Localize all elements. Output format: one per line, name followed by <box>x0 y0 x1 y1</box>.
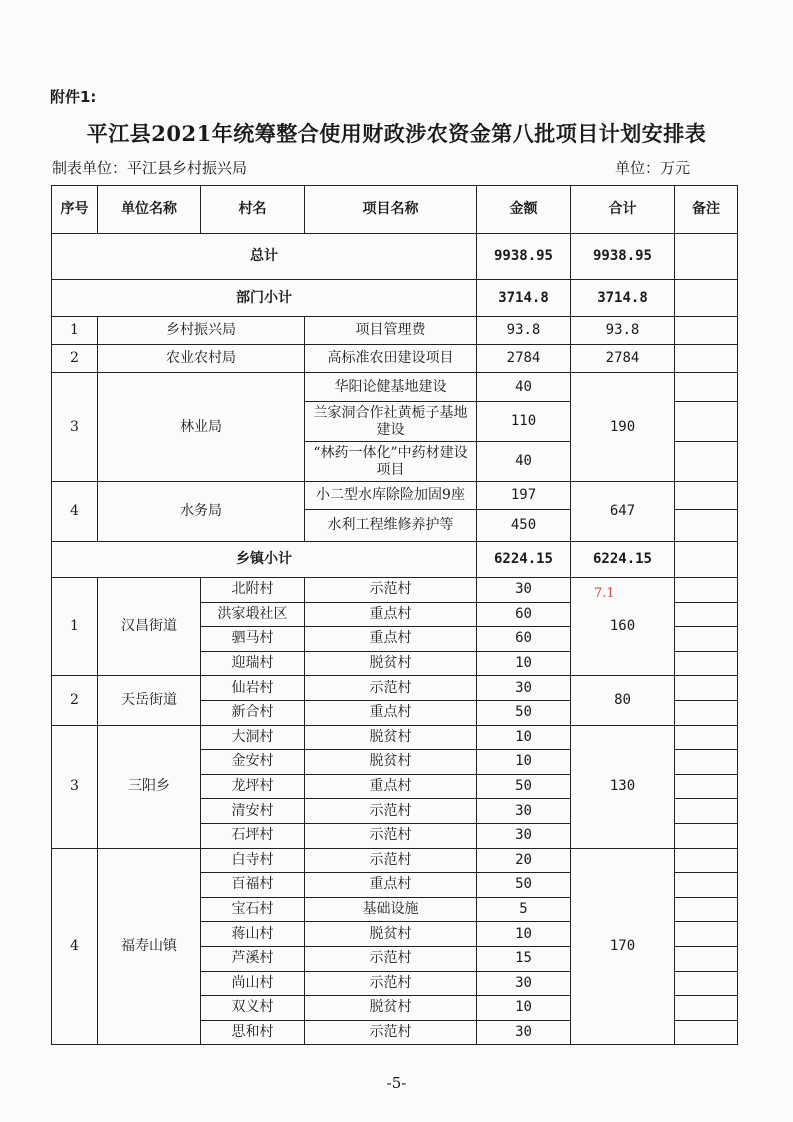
header-row <box>52 186 738 234</box>
row-unit: 林业局 <box>98 373 305 482</box>
row-project: 重点村 <box>305 627 477 652</box>
row-project: 项目管理费 <box>305 317 477 345</box>
row-amount: 93.8 <box>477 317 571 345</box>
row-remark <box>675 971 738 996</box>
row-remark <box>675 442 738 482</box>
row-amount: 10 <box>477 996 571 1021</box>
row-remark <box>675 373 738 402</box>
row-project: 华阳论健基地建设 <box>305 373 477 402</box>
row-sum: 160 <box>571 578 675 676</box>
row-remark <box>675 848 738 873</box>
row-amount: 5 <box>477 897 571 922</box>
dept-subtotal-label: 部门小计 <box>52 280 477 317</box>
row-remark <box>675 996 738 1021</box>
row-village: 石坪村 <box>201 823 305 848</box>
row-amount: 50 <box>477 873 571 898</box>
row-unit: 福寿山镇 <box>98 848 201 1045</box>
row-remark <box>675 897 738 922</box>
row-remark <box>675 402 738 442</box>
row-remark <box>675 676 738 701</box>
row-sum: 647 <box>571 482 675 542</box>
row-unit: 汉昌街道 <box>98 578 201 676</box>
table-row <box>52 848 738 873</box>
row-amount: 30 <box>477 799 571 824</box>
handwritten-annotation: 7.1 <box>594 586 615 601</box>
row-sum: 93.8 <box>571 317 675 345</box>
dept-subtotal-remark <box>675 280 738 317</box>
row-amount: 15 <box>477 946 571 971</box>
row-amount: 50 <box>477 700 571 725</box>
row-village: 迎瑞村 <box>201 651 305 676</box>
row-remark <box>675 774 738 799</box>
row-project: 小二型水库除险加固9座 <box>305 482 477 510</box>
col-header: 单位名称 <box>98 186 201 234</box>
row-remark <box>675 627 738 652</box>
row-amount: 20 <box>477 848 571 873</box>
table-row <box>52 482 738 510</box>
dept-subtotal-sum: 3714.8 <box>571 280 675 317</box>
row-project: 重点村 <box>305 873 477 898</box>
row-project: 重点村 <box>305 602 477 627</box>
row-amount: 10 <box>477 750 571 775</box>
row-unit: 天岳街道 <box>98 676 201 725</box>
page-number: -5- <box>386 1074 407 1092</box>
row-project: 示范村 <box>305 971 477 996</box>
col-header: 序号 <box>52 186 98 234</box>
table-row <box>52 676 738 701</box>
row-unit: 乡村振兴局 <box>98 317 305 345</box>
dept-subtotal-row <box>52 280 738 317</box>
col-header: 备注 <box>675 186 738 234</box>
row-amount: 30 <box>477 676 571 701</box>
col-header: 金额 <box>477 186 571 234</box>
row-project: 脱贫村 <box>305 750 477 775</box>
row-village: 尚山村 <box>201 971 305 996</box>
row-no: 3 <box>52 725 98 848</box>
row-village: 蒋山村 <box>201 922 305 947</box>
row-remark <box>675 345 738 373</box>
row-remark <box>675 873 738 898</box>
row-amount: 2784 <box>477 345 571 373</box>
row-amount: 10 <box>477 922 571 947</box>
row-remark <box>675 946 738 971</box>
row-remark <box>675 823 738 848</box>
total-remark <box>675 234 738 280</box>
row-amount: 60 <box>477 627 571 652</box>
row-sum: 170 <box>571 848 675 1045</box>
row-amount: 197 <box>477 482 571 510</box>
total-amount: 9938.95 <box>477 234 571 280</box>
row-village: 清安村 <box>201 799 305 824</box>
row-remark <box>675 602 738 627</box>
row-project: 兰家洞合作社黄栀子基地建设 <box>305 402 477 442</box>
row-project: 脱贫村 <box>305 996 477 1021</box>
row-village: 百福村 <box>201 873 305 898</box>
maker-unit: 制表单位：平江县乡村振兴局 <box>52 159 248 177</box>
table-row <box>52 578 738 603</box>
row-village: 芦溪村 <box>201 946 305 971</box>
row-unit: 三阳乡 <box>98 725 201 848</box>
row-no: 2 <box>52 345 98 373</box>
row-project: 水利工程维修养护等 <box>305 510 477 542</box>
row-project: 重点村 <box>305 700 477 725</box>
row-no: 1 <box>52 578 98 676</box>
row-no: 2 <box>52 676 98 725</box>
currency-unit: 单位：万元 <box>615 159 691 177</box>
row-village: 洪家塅社区 <box>201 602 305 627</box>
row-project: 脱贫村 <box>305 725 477 750</box>
row-project: “林药一体化”中药材建设项目 <box>305 442 477 482</box>
col-header: 合计 <box>571 186 675 234</box>
row-project: 脱贫村 <box>305 651 477 676</box>
row-village: 大洞村 <box>201 725 305 750</box>
row-amount: 50 <box>477 774 571 799</box>
row-sum: 130 <box>571 725 675 848</box>
row-village: 龙坪村 <box>201 774 305 799</box>
row-amount: 30 <box>477 578 571 603</box>
row-project: 高标准农田建设项目 <box>305 345 477 373</box>
row-amount: 40 <box>477 373 571 402</box>
table-row <box>52 725 738 750</box>
row-amount: 110 <box>477 402 571 442</box>
row-amount: 30 <box>477 1020 571 1045</box>
row-project: 示范村 <box>305 578 477 603</box>
row-amount: 450 <box>477 510 571 542</box>
row-unit: 农业农村局 <box>98 345 305 373</box>
row-amount: 10 <box>477 651 571 676</box>
row-village: 驷马村 <box>201 627 305 652</box>
row-project: 示范村 <box>305 946 477 971</box>
town-subtotal-label: 乡镇小计 <box>52 542 477 578</box>
row-project: 脱贫村 <box>305 922 477 947</box>
row-project: 基础设施 <box>305 897 477 922</box>
row-remark <box>675 725 738 750</box>
total-label: 总计 <box>52 234 477 280</box>
table-row <box>52 317 738 345</box>
dept-subtotal-amount: 3714.8 <box>477 280 571 317</box>
row-no: 1 <box>52 317 98 345</box>
row-amount: 10 <box>477 725 571 750</box>
row-project: 示范村 <box>305 1020 477 1045</box>
row-remark <box>675 922 738 947</box>
town-subtotal-remark <box>675 542 738 578</box>
row-village: 新合村 <box>201 700 305 725</box>
total-sum: 9938.95 <box>571 234 675 280</box>
row-village: 白寺村 <box>201 848 305 873</box>
row-remark <box>675 578 738 603</box>
row-amount: 30 <box>477 971 571 996</box>
row-village: 思和村 <box>201 1020 305 1045</box>
row-remark <box>675 317 738 345</box>
row-amount: 60 <box>477 602 571 627</box>
col-header: 村名 <box>201 186 305 234</box>
row-no: 4 <box>52 848 98 1045</box>
town-subtotal-sum: 6224.15 <box>571 542 675 578</box>
row-remark <box>675 482 738 510</box>
row-project: 重点村 <box>305 774 477 799</box>
row-project: 示范村 <box>305 799 477 824</box>
row-village: 北附村 <box>201 578 305 603</box>
attachment-label: 附件1: <box>50 88 97 106</box>
row-project: 示范村 <box>305 676 477 701</box>
row-amount: 40 <box>477 442 571 482</box>
row-village: 仙岩村 <box>201 676 305 701</box>
row-remark <box>675 1020 738 1045</box>
row-remark <box>675 510 738 542</box>
row-remark <box>675 799 738 824</box>
row-remark <box>675 651 738 676</box>
table-row <box>52 345 738 373</box>
table-row <box>52 373 738 402</box>
row-sum: 2784 <box>571 345 675 373</box>
town-subtotal-row <box>52 542 738 578</box>
table-body <box>52 186 738 1045</box>
row-remark <box>675 750 738 775</box>
page-title: 平江县2021年统筹整合使用财政涉农资金第八批项目计划安排表 <box>86 121 707 146</box>
row-project: 示范村 <box>305 848 477 873</box>
plan-table <box>51 185 738 1045</box>
row-amount: 30 <box>477 823 571 848</box>
town-subtotal-amount: 6224.15 <box>477 542 571 578</box>
row-village: 金安村 <box>201 750 305 775</box>
row-remark <box>675 700 738 725</box>
row-sum: 190 <box>571 373 675 482</box>
row-sum: 80 <box>571 676 675 725</box>
row-unit: 水务局 <box>98 482 305 542</box>
total-row <box>52 234 738 280</box>
row-no: 3 <box>52 373 98 482</box>
row-village: 宝石村 <box>201 897 305 922</box>
col-header: 项目名称 <box>305 186 477 234</box>
row-project: 示范村 <box>305 823 477 848</box>
row-no: 4 <box>52 482 98 542</box>
row-village: 双义村 <box>201 996 305 1021</box>
